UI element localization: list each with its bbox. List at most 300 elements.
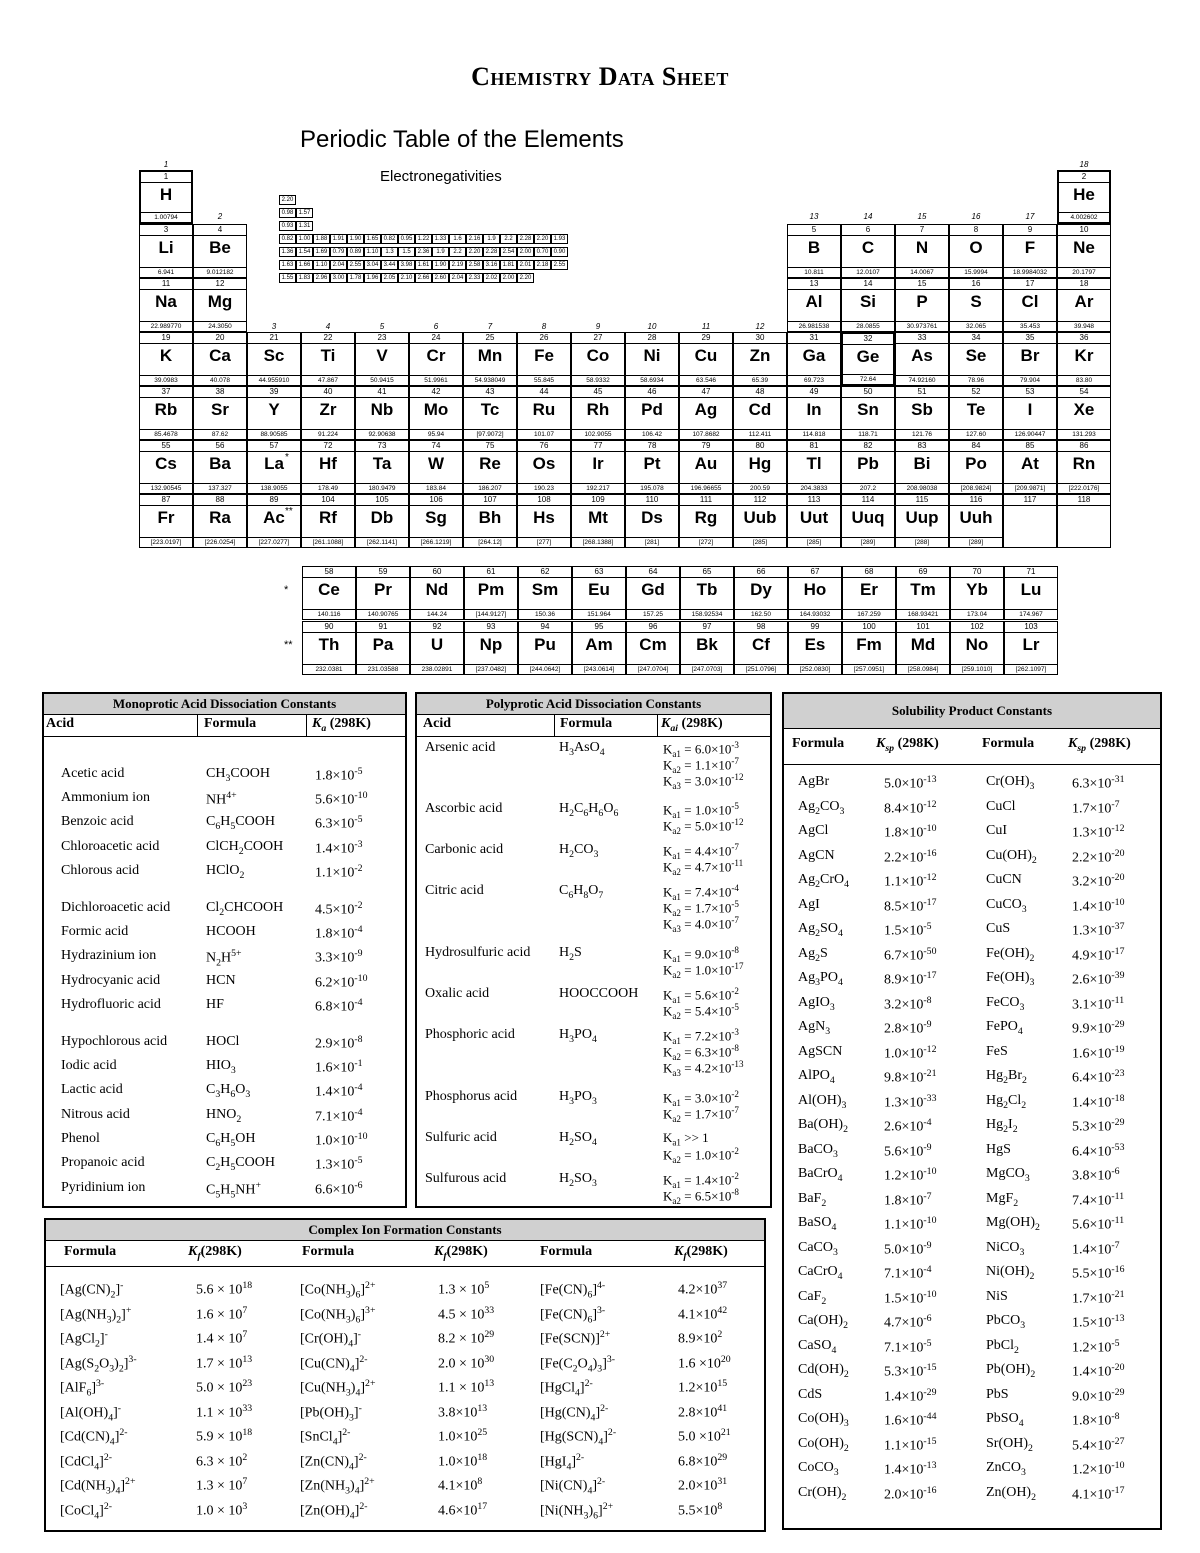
element-ti [301,332,355,386]
atomic-mass: 9.012182 [194,267,246,277]
electronegativity-value: 1.6 [449,234,466,244]
element-mt [571,494,625,548]
group-label: 7 [487,322,493,331]
atomic-mass: 14.0067 [896,267,948,277]
atomic-mass: 88.90585 [248,429,300,439]
polyprotic-acid-table [415,692,772,1208]
atomic-mass: 138.9055 [248,483,300,493]
element-be [193,224,247,278]
complex-kf: $8.9\times 10^2$ [678,1329,723,1347]
ksp-formula: AgI [798,896,820,912]
complex-formula: $[Ni(CN)_4]^{2-}$ [540,1476,606,1497]
atomic-number: 18 [1058,279,1110,290]
element-pa [356,621,410,675]
element-symbol: Si [859,292,877,311]
acid-formula: $H_2S$ [559,945,582,963]
ksp-formula: $Ag_2S$ [798,945,828,964]
element-symbol: No [965,635,989,654]
atomic-number: 9 [1004,225,1056,236]
element-hg [733,440,787,494]
ksp-formula: $Sr(OH)_2$ [986,1435,1033,1454]
acid-ka: $6.2\times 10^{-10}$ [315,973,368,991]
lanthanide-mark: * [284,584,289,596]
acid-name: Phosphorus acid [425,1089,518,1104]
element-symbol: I [1027,400,1033,419]
element-symbol: Md [910,635,936,654]
atomic-number: 114 [842,495,894,506]
atomic-number: 20 [194,333,246,344]
divider [657,714,658,737]
atomic-mass: 174.967 [1005,609,1057,619]
complex-formula: $[Co(NH_3)_6]^{3+}$ [300,1304,376,1325]
atomic-number: 113 [788,495,840,506]
atomic-mass: 208.98038 [896,483,948,493]
ksp-value: $2.8\times 10^{-9}$ [884,1019,932,1037]
atomic-number: 51 [896,387,948,398]
element-sr [193,386,247,440]
element-y [247,386,301,440]
element-symbol: N [915,238,929,257]
atomic-number: 48 [734,387,786,398]
element-uuh [949,494,1003,548]
atomic-mass: 192.217 [572,483,624,493]
ksp-formula: $Fe(OH)_2$ [986,945,1035,964]
ksp-value: $1.4\times 10^{-20}$ [1072,1362,1125,1380]
ksp-value: $1.6\times 10^{-19}$ [1072,1043,1125,1062]
electronegativity-value: 2.58 [466,260,483,270]
ksp-value: $8.5\times 10^{-17}$ [884,896,937,915]
atomic-number: 49 [788,387,840,398]
element-symbol: Sm [531,580,559,599]
ksp-value: $1.2\times 10^{-10}$ [884,1166,937,1184]
complex-formula: $[HgI_4]^{2-}$ [540,1451,585,1472]
element-pr [356,566,410,620]
element-symbol: Uut [799,508,829,527]
acid-ka: $1.0\times 10^{-10}$ [315,1131,368,1149]
electronegativity-value: 1.3 [381,247,398,257]
ksp-formula: AgCN [798,847,835,863]
atomic-number: 46 [626,387,678,398]
complex-formula: $[Ag(CN)_2]^-$ [60,1280,124,1301]
element-as [895,332,949,386]
atomic-number: 11 [140,279,192,290]
ksp-formula: $Ni(OH)_2$ [986,1264,1035,1282]
element-symbol: Ga [802,346,826,365]
element-w [409,440,463,494]
atomic-number: 15 [896,279,948,290]
atomic-mass: [258.0984] [897,664,949,674]
acid-formula: $C_2H_5COOH$ [206,1155,275,1173]
ksp-formula: CdS [798,1386,823,1402]
element-ag [679,386,733,440]
atomic-mass: 72.64 [843,374,893,384]
element-es [788,621,842,675]
ksp-formula: CaCO$_3$ [798,1239,838,1258]
complex-kf: $6.3 \times 10^2$ [196,1451,248,1470]
acid-name: Oxalic acid [425,986,490,1001]
ksp-formula: AgN$_3$ [798,1019,831,1037]
electronegativity-value: 1.81 [500,260,517,270]
ksp-value: $3.1\times 10^{-11}$ [1072,994,1125,1013]
ksp-formula: MgCO$_3$ [986,1166,1030,1184]
element-ra [193,494,247,548]
acid-name: Lactic acid [61,1082,123,1097]
atomic-mass: 168.93421 [897,609,949,619]
ksp-formula: AgBr [798,774,830,789]
atomic-mass: 24.3050 [194,321,246,331]
element-symbol: Tm [910,580,936,599]
ksp-value: $4.7\times 10^{-6}$ [884,1313,932,1331]
ksp-formula: FeS [986,1043,1008,1059]
element-symbol: Mt [588,508,608,527]
atomic-number: 77 [572,441,624,452]
element-am [572,621,626,675]
element-symbol: Te [966,400,986,419]
atomic-number: 61 [465,567,517,578]
element-mg [193,278,247,332]
acid-name: Ammonium ion [61,790,151,805]
atomic-mass: 51.9961 [410,375,462,385]
element-uuq [841,494,895,548]
atomic-number: 111 [680,495,732,506]
acid-kai: $K_{a2} = 1.7\times 10^{-5}$ [663,899,739,918]
electronegativity-value: 1.55 [279,273,296,283]
atomic-number: 115 [896,495,948,506]
ksp-value: $5.5\times 10^{-16}$ [1072,1264,1125,1282]
element-ir [571,440,625,494]
atomic-mass: 190.23 [518,483,570,493]
acid-ka: $3.3\times 10^{-9}$ [315,948,363,966]
atomic-number: 29 [680,333,732,344]
acid-formula: ClCH$_2$COOH [206,839,284,857]
ksp-value: $1.1\times 10^{-12}$ [884,872,937,890]
element-cl [1003,278,1057,332]
element-ne [1057,224,1111,278]
ksp-formula: $Ag_2SO_4$ [798,921,843,939]
complex-formula: $[Ni(NH_3)_6]^{2+}$ [540,1500,614,1521]
atomic-number: 76 [518,441,570,452]
atomic-number: 70 [951,567,1003,578]
divider [306,714,307,737]
atomic-mass: 186.207 [464,483,516,493]
electronegativity-value: 2.10 [398,273,415,283]
element-symbol: As [911,346,933,365]
element-cm [626,621,680,675]
element-si [841,278,895,332]
element-ta [355,440,409,494]
atomic-mass: [237.0482] [465,664,517,674]
atomic-number: 109 [572,495,624,506]
electronegativity-value: 1.88 [313,234,330,244]
col-header-formula: Formula [204,716,257,731]
atomic-mass: [261.1088] [302,537,354,547]
electronegativity-value: 1.54 [296,247,313,257]
element-nd [410,566,464,620]
atomic-number: 2 [1059,172,1109,183]
atomic-mass: 157.25 [627,609,679,619]
complex-kf: $1.1 \times 10^{33}$ [196,1402,253,1421]
element-symbol: Nb [370,400,394,419]
group-label: 15 [917,212,927,221]
ksp-value: $3.8\times 10^{-6}$ [1072,1166,1120,1184]
complex-ion-table [44,1218,766,1532]
element-118 [1057,494,1111,548]
group-label: 12 [755,322,765,331]
complex-kf: $5.0 \times 10^{21}$ [678,1427,731,1445]
ksp-formula: AgCl [798,823,829,838]
element-symbol: S [970,292,982,311]
element-cs [139,440,193,494]
atomic-mass: [247.0704] [627,664,679,674]
element-symbol: Tl [806,454,822,473]
atomic-number: 19 [140,333,192,344]
element-sm [518,566,572,620]
acid-name: Dichloroacetic acid [61,900,171,915]
acid-formula: HCN [206,973,236,988]
atomic-mass: 44.955910 [248,375,300,385]
ksp-formula: $Mg(OH)_2$ [986,1215,1040,1233]
group-label: 10 [647,322,657,331]
atomic-number: 59 [357,567,409,578]
atomic-mass: [268.1388] [572,537,624,547]
ksp-value: $8.4\times 10^{-12}$ [884,798,937,817]
element-symbol: Rh [586,400,610,419]
element-s [949,278,1003,332]
acid-kai: $K_{a3} = 3.0\times 10^{-12}$ [663,772,744,791]
atomic-mass: 1.00794 [141,212,191,222]
element-symbol: Li [158,238,174,257]
atomic-number: 88 [194,495,246,506]
acid-formula: $C_3H_6O_3$ [206,1082,251,1100]
group-label: 2 [217,212,223,221]
atomic-mass: 91.224 [302,429,354,439]
electronegativity-value: 2.54 [500,247,517,257]
element-pt [625,440,679,494]
ksp-formula: $Ba(OH)_2$ [798,1117,849,1135]
acid-kai: $K_{a1} = 4.4\times 10^{-7}$ [663,842,739,861]
atomic-mass: 83.80 [1058,375,1110,385]
element-symbol: Sg [425,508,447,527]
atomic-number: 72 [302,441,354,452]
element-symbol: Ce [318,580,340,599]
element-symbol: Sn [857,400,879,419]
atomic-mass: 65.39 [734,375,786,385]
element-symbol: Sb [911,400,933,419]
element-symbol: Cr [426,346,446,365]
acid-formula: HClO$_2$ [206,863,245,881]
ksp-value: $6.4\times 10^{-53}$ [1072,1141,1125,1160]
element-symbol: Ho [803,580,827,599]
complex-kf: $2.0\times 10^{31}$ [678,1476,728,1494]
atomic-number: 23 [356,333,408,344]
atomic-mass: [244.0642] [519,664,571,674]
element-h [139,170,193,224]
ac-mark: ** [285,506,293,517]
electronegativity-value: 2.04 [449,273,466,283]
element-cr [409,332,463,386]
element-kr [1057,332,1111,386]
group-label: 18 [1079,160,1089,169]
complex-formula: $[Cu(NH_3)_4]^{2+}$ [300,1378,376,1399]
acid-formula: $N_2H^{5+}$ [206,948,242,969]
atomic-number: 84 [950,441,1002,452]
acid-ka: $1.4\times 10^{-4}$ [315,1082,363,1100]
atomic-mass: [243.0614] [573,664,625,674]
atomic-mass: 58.6934 [626,375,678,385]
electronegativity-value: 2.20 [534,234,551,244]
acid-formula: $Cl_2CHCOOH$ [206,900,284,918]
electronegativity-title: Electronegativities [380,168,502,185]
col-header-ka: $K_a$ (298K) [312,716,371,734]
ksp-col-header: $K_{sp}$ (298K) [1068,736,1131,754]
electronegativity-value: 2.04 [330,260,347,270]
acid-kai: $K_{a1} = 1.4\times 10^{-2}$ [663,1171,739,1190]
electronegativity-value: 3.00 [330,273,347,283]
group-label: 4 [325,322,331,331]
element-n [895,224,949,278]
acid-kai: $K_{a2} = 6.5\times 10^{-8}$ [663,1187,739,1206]
complex-kf: $2.8\times 10^{41}$ [678,1402,728,1421]
atomic-number: 6 [842,225,894,236]
acid-name: Sulfuric acid [425,1130,497,1145]
acid-ka: $1.3\times 10^{-5}$ [315,1155,363,1173]
atomic-mass: [266.1219] [410,537,462,547]
element-symbol: Rn [1072,454,1096,473]
atomic-mass: 20.1797 [1058,267,1110,277]
atomic-mass: [208.9824] [950,483,1002,493]
electronegativity-value: 0.82 [381,234,398,244]
electronegativity-value: 1.9 [483,234,500,244]
element-symbol: Pt [643,454,661,473]
complex-title: Complex Ion Formation Constants [46,1220,764,1241]
electronegativity-value: 2.28 [483,247,500,257]
element-symbol: Nd [425,580,449,599]
ksp-value: $9.9\times 10^{-29}$ [1072,1019,1125,1037]
atomic-mass: 12.0107 [842,267,894,277]
atomic-number: 73 [356,441,408,452]
element-db [355,494,409,548]
ksp-value: $9.0\times 10^{-29}$ [1072,1386,1125,1405]
electronegativity-grid [279,172,704,320]
element-symbol: Bh [478,508,502,527]
atomic-number: 65 [681,567,733,578]
acid-name: Benzoic acid [61,814,134,829]
group-label: 16 [971,212,981,221]
complex-formula: $[Co(NH_3)_6]^{2+}$ [300,1280,376,1301]
atomic-number: 32 [843,334,893,345]
atomic-number: 62 [519,567,571,578]
element-symbol: Lr [1022,635,1040,654]
ksp-formula: PbCl$_2$ [986,1337,1019,1356]
element-symbol: Ne [1073,238,1095,257]
element-symbol: Bi [913,454,931,473]
electronegativity-value: 1.36 [279,247,296,257]
acid-formula: $H_2SO_4$ [559,1130,597,1148]
electronegativity-value: 1.31 [296,221,313,231]
ksp-value: $1.4\times 10^{-10}$ [1072,896,1125,915]
acid-ka: $2.9\times 10^{-8}$ [315,1034,363,1052]
complex-formula: $[Cd(CN)_4]^{2-}$ [60,1427,128,1448]
acid-formula: $NH^{4+}$ [206,790,237,808]
atomic-mass: 180.9479 [356,483,408,493]
element-symbol: V [376,346,388,365]
atomic-number: 102 [951,622,1003,633]
acid-ka: $5.6\times 10^{-10}$ [315,790,368,808]
element-mn [463,332,517,386]
atomic-mass: 79.904 [1004,375,1056,385]
complex-kf: $1.7 \times 10^{13}$ [196,1353,253,1372]
atomic-number: 30 [734,333,786,344]
acid-kai: $K_{a2} = 5.4\times 10^{-5}$ [663,1002,739,1021]
atomic-number: 60 [411,567,463,578]
atomic-mass: 87.62 [194,429,246,439]
element-sn [841,386,895,440]
complex-formula: $[Ag(NH_3)_2]^+$ [60,1304,132,1325]
element-symbol: Uup [905,508,939,527]
atomic-number: 52 [950,387,1002,398]
acid-formula: HCOOH [206,924,256,939]
element-xe [1057,386,1111,440]
atomic-number: 66 [735,567,787,578]
element-symbol: Np [479,635,503,654]
element-symbol: Y [268,400,280,419]
acid-ka: $1.1\times 10^{-2}$ [315,863,363,881]
complex-formula: $[Zn(NH_3)_4]^{2+}$ [300,1476,375,1497]
ksp-value: $1.5\times 10^{-10}$ [884,1288,937,1307]
element-symbol: Sc [263,346,285,365]
atomic-number: 24 [410,333,462,344]
element-lu [1004,566,1058,620]
electronegativity-value: 3.44 [381,260,398,270]
atomic-number: 67 [789,567,841,578]
ksp-formula: $Cu(OH)_2$ [986,847,1037,866]
atomic-mass: 204.3833 [788,483,840,493]
atomic-mass: 102.9055 [572,429,624,439]
element-hs [517,494,571,548]
electronegativity-value: 2.00 [500,273,517,283]
atomic-mass: [144.9127] [465,609,517,619]
acid-name: Hydrofluoric acid [61,997,161,1012]
acid-formula: $C_6H_8O_7$ [559,883,604,901]
ksp-formula: AlPO$_4$ [798,1068,835,1086]
ksp-formula: MgF$_2$ [986,1190,1019,1209]
acid-kai: $K_{a3} = 4.2\times 10^{-13}$ [663,1059,744,1078]
atomic-mass: [285] [788,537,840,547]
complex-formula: [AgCl$_2$]- [60,1329,108,1350]
atomic-number: 57 [248,441,300,452]
atomic-number: 34 [950,333,1002,344]
atomic-number: 108 [518,495,570,506]
monoprotic-acid-table [42,692,407,1208]
electronegativity-value: 1.65 [364,234,381,244]
element-symbol: Mn [477,346,503,365]
group-label: 17 [1025,212,1035,221]
acid-formula: $C_6H_5OH$ [206,1131,256,1149]
electronegativity-value: 1.61 [415,260,432,270]
acid-name: Citric acid [425,883,484,898]
atomic-number: 118 [1058,495,1110,506]
electronegativity-value: 2.20 [279,195,296,205]
electronegativity-value: 1.00 [296,234,313,244]
electronegativity-value: 2.66 [415,273,432,283]
element-rb [139,386,193,440]
atomic-mass: 162.50 [735,609,787,619]
element-uup [895,494,949,548]
atomic-mass: [262.1141] [356,537,408,547]
atomic-mass: 39.948 [1058,321,1110,331]
divider [784,764,1160,765]
atomic-number: 21 [248,333,300,344]
